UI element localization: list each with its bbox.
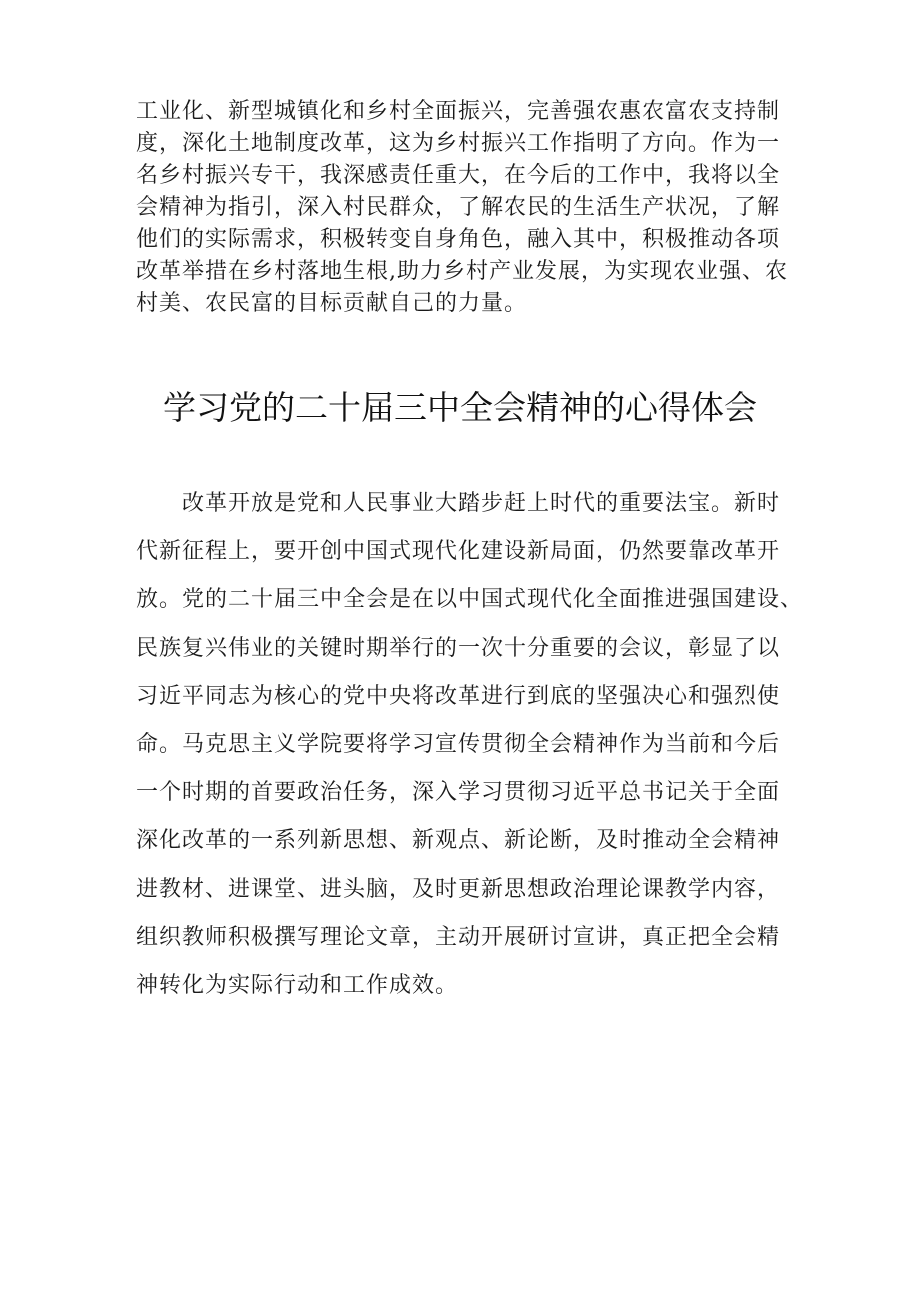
- paragraph-line: 进教材、进课堂、进头脑，及时更新思想政治理论课教学内容，: [136, 876, 781, 902]
- paragraph-line: 工业化、新型城镇化和乡村全面振兴，完善强农惠农富农支持制: [136, 99, 781, 124]
- paragraph-line: 一个时期的首要政治任务，深入学习贯彻习近平总书记关于全面: [136, 780, 781, 806]
- paragraph-line: 村美、农民富的目标贡献自己的力量。: [136, 291, 528, 316]
- paragraph-line: 代新征程上，要开创中国式现代化建设新局面，仍然要靠改革开: [136, 539, 781, 565]
- paragraph-line: 改革开放是党和人民事业大踏步赶上时代的重要法宝。新时: [136, 491, 781, 516]
- paragraph-line: 深化改革的一系列新思想、新观点、新论断，及时推动全会精神: [136, 828, 781, 854]
- document-title: 学习党的二十届三中全会精神的心得体会: [163, 388, 757, 427]
- paragraph-line: 他们的实际需求，积极转变自身角色，融入其中，积极推动各项: [136, 227, 781, 252]
- top-paragraph: [136, 96, 796, 320]
- paragraph-line: 放。党的二十届三中全会是在以中国式现代化全面推进强国建设、: [136, 587, 804, 613]
- paragraph-line: 会精神为指引，深入村民群众，了解农民的生活生产状况，了解: [136, 195, 781, 220]
- paragraph-line: 改革举措在乡村落地生根,助力乡村产业发展，为实现农业强、农: [136, 259, 788, 284]
- paragraph-line: 名乡村振兴专干，我深感责任重大，在今后的工作中，我将以全: [136, 163, 781, 188]
- paragraph-line: 度，深化土地制度改革，这为乡村振兴工作指明了方向。作为一: [136, 131, 781, 156]
- paragraph-line: 民族复兴伟业的关键时期举行的一次十分重要的会议，彰显了以: [136, 635, 781, 661]
- paragraph-line: 神转化为实际行动和工作成效。: [136, 972, 459, 998]
- paragraph-line: 命。马克思主义学院要将学习宣传贯彻全会精神作为当前和今后: [136, 731, 781, 757]
- body-paragraph: [136, 480, 804, 1010]
- paragraph-line: 组织教师积极撰写理论文章，主动开展研讨宣讲，真正把全会精: [136, 924, 781, 950]
- paragraph-line: 习近平同志为核心的党中央将改革进行到底的坚强决心和强烈使: [136, 683, 781, 709]
